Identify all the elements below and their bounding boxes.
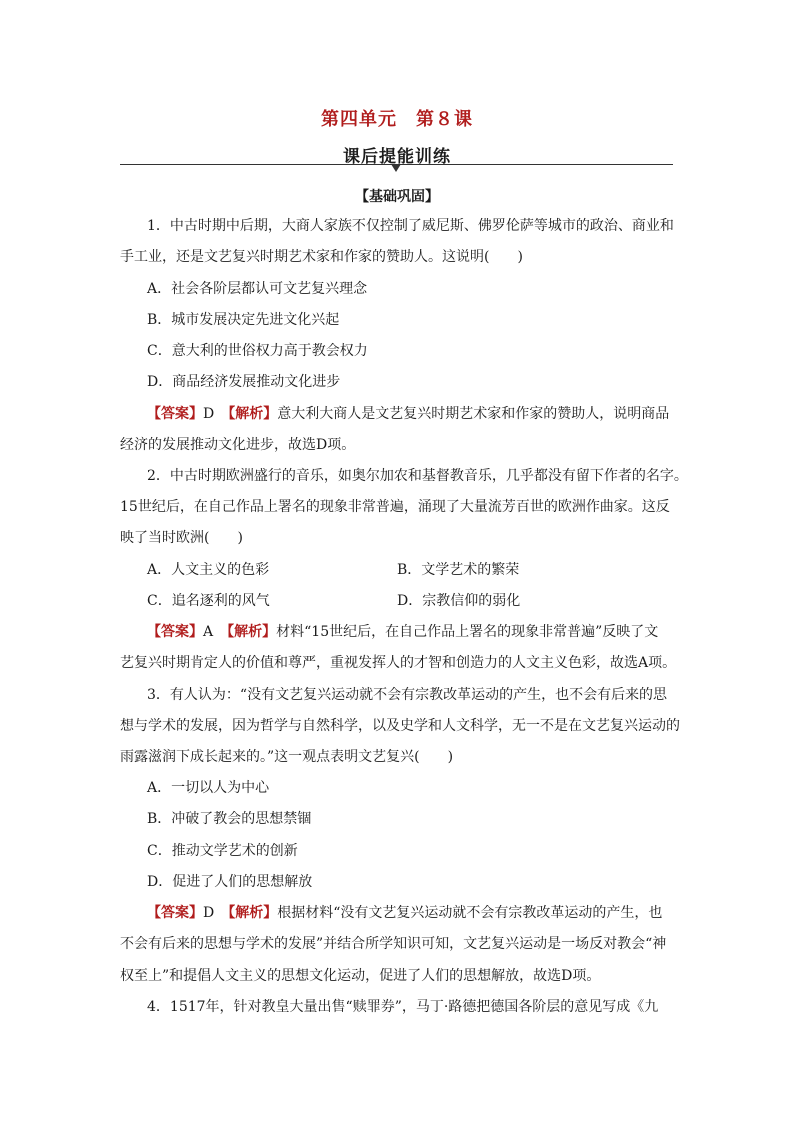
analysis-text: 根据材料“没有文艺复兴运动就不会有宗教改革运动的产生，也 [277, 905, 663, 921]
q4-stem-line: 4．1517年，针对教皇大量出售“赎罪券”，马丁·路德把德国各阶层的意见写成《九 [147, 999, 659, 1015]
q2-stem-line: 映了当时欧洲( ) [120, 530, 243, 546]
q1-option-d: D．商品经济发展推动文化进步 [147, 374, 341, 390]
q1-answer-line [147, 405, 669, 423]
q1-option-b: B．城市发展决定先进文化兴起 [147, 312, 340, 328]
q3-option-b: B．冲破了教会的思想禁锢 [147, 811, 312, 827]
q1-analysis-line: 经济的发展推动文化进步，故选D项。 [120, 437, 356, 453]
q3-analysis-line: 不会有后来的思想与学术的发展”并结合所学知识可知，文艺复兴运动是一场反对教会“神 [120, 936, 667, 952]
q2-option-a: A．人文主义的色彩 [147, 562, 270, 578]
answer-tag: 【答案】 [147, 905, 203, 921]
answer-value: D [203, 905, 215, 921]
q3-stem-line: 3．有人认为：“没有文艺复兴运动就不会有宗教改革运动的产生，也不会有后来的思 [147, 687, 668, 703]
answer-value: D [203, 406, 215, 422]
q1-stem-line: 1．中古时期中后期，大商人家族不仅控制了威尼斯、佛罗伦萨等城市的政治、商业和 [147, 218, 674, 234]
analysis-tag: 【解析】 [228, 406, 278, 422]
analysis-tag: 【解析】 [228, 905, 278, 921]
q3-option-a: A．一切以人为中心 [147, 780, 270, 796]
q3-option-c: C．推动文学艺术的创新 [147, 843, 298, 859]
q3-option-d: D．促进了人们的思想解放 [147, 874, 313, 890]
q2-stem-line: 15世纪后，在自己作品上署名的现象非常普遍，涌现了大量流芳百世的欧洲作曲家。这反 [120, 499, 670, 515]
q2-stem-line: 2．中古时期欧洲盛行的音乐，如奥尔加农和基督教音乐，几乎都没有留下作者的名字。 [147, 468, 688, 484]
divider-arrow-icon [391, 164, 401, 172]
answer-tag: 【答案】 [147, 406, 203, 422]
q2-answer-line [147, 623, 658, 641]
answer-value: A [203, 624, 214, 640]
q3-analysis-line: 权至上”和提倡人文主义的思想文化运动，促进了人们的思想解放，故选D项。 [120, 968, 601, 984]
q3-stem-line: 雨露滋润下成长起来的。”这一观点表明文艺复兴( ) [120, 749, 454, 765]
q3-answer-line [147, 904, 662, 922]
analysis-text: 意大利大商人是文艺复兴时期艺术家和作家的赞助人，说明商品 [277, 406, 670, 422]
unit-title: 第四单元 第８课 [321, 109, 473, 130]
answer-tag: 【答案】 [147, 624, 203, 640]
q2-option-b: B．文学艺术的繁荣 [397, 562, 520, 578]
q2-option-d: D．宗教信仰的弱化 [397, 593, 521, 609]
lesson-subtitle: 课后提能训练 [343, 147, 451, 167]
q2-option-c: C．追名逐利的风气 [147, 593, 270, 609]
q2-analysis-line: 艺复兴时期肯定人的价值和尊严，重视发挥人的才智和创造力的人文主义色彩，故选A项。 [120, 655, 677, 671]
section-heading: 【基础巩固】 [355, 189, 439, 205]
analysis-text: 材料“15世纪后，在自己作品上署名的现象非常普遍”反映了文 [276, 624, 659, 640]
q1-stem-line: 手工业，还是文艺复兴时期艺术家和作家的赞助人。这说明( ) [120, 249, 523, 265]
q1-option-c: C．意大利的世俗权力高于教会权力 [147, 343, 368, 359]
q3-stem-line: 想与学术的发展，因为哲学与自然科学，以及史学和人文科学，无一不是在文艺复兴运动的 [120, 718, 680, 734]
analysis-tag: 【解析】 [227, 624, 277, 640]
q1-option-a: A．社会各阶层都认可文艺复兴理念 [147, 281, 368, 297]
